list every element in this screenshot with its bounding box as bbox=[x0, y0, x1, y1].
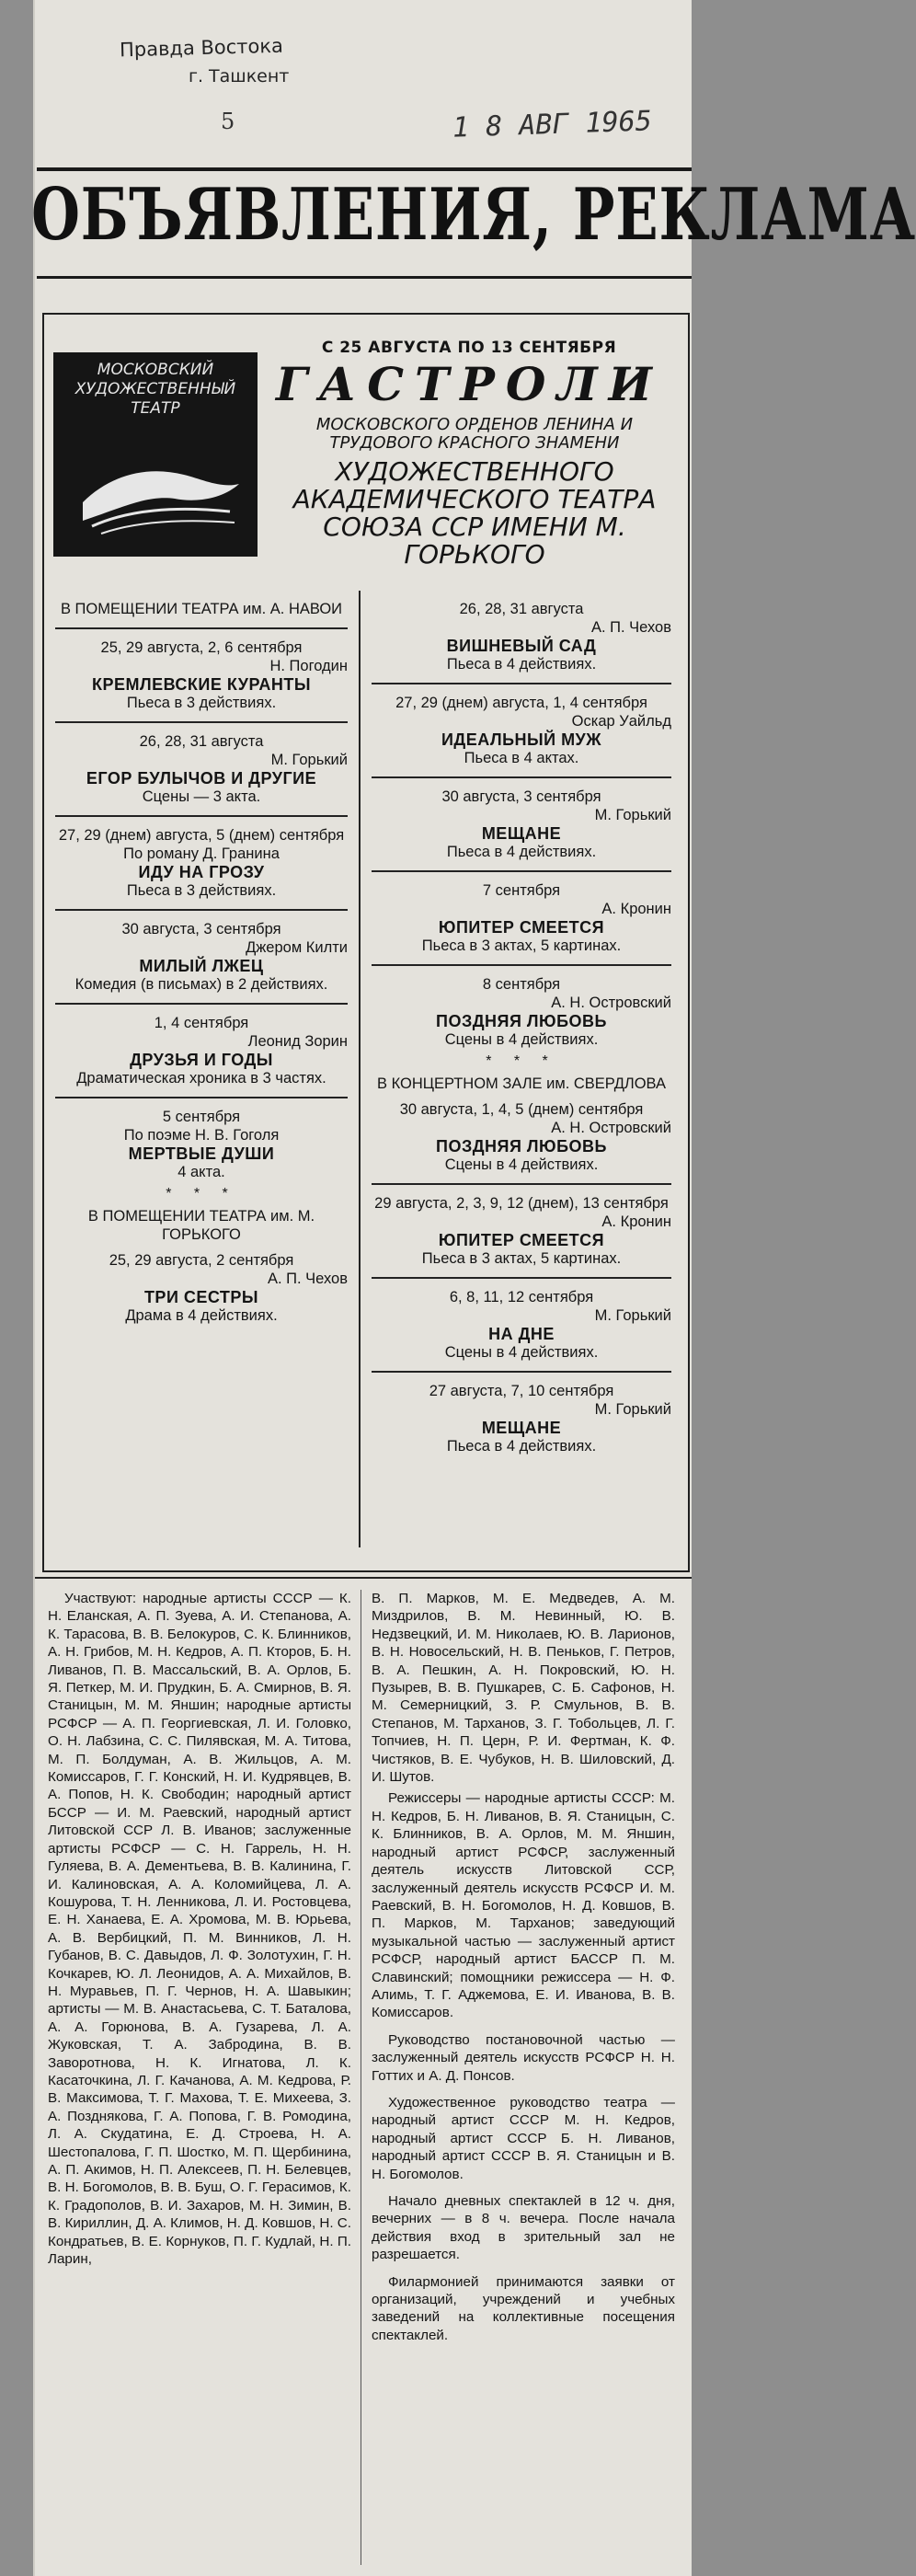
performance-title: НА ДНЕ bbox=[488, 1325, 555, 1343]
performance-dates: 7 сентября bbox=[482, 882, 561, 899]
performance-dates: 25, 29 августа, 2 сентября bbox=[109, 1252, 294, 1269]
divider bbox=[35, 1577, 692, 1579]
venue-heading: В ПОМЕЩЕНИИ ТЕАТРА им. А. НАВОИ bbox=[60, 601, 343, 617]
performance-desc: Пьеса в 4 актах. bbox=[464, 750, 579, 766]
performance-author: М. Горький bbox=[594, 1401, 671, 1418]
performance-title: ВИШНЕВЫЙ САД bbox=[446, 637, 597, 655]
performance-author: Оскар Уайльд bbox=[571, 713, 671, 730]
performance-title: ПОЗДНЯЯ ЛЮБОВЬ bbox=[436, 1137, 607, 1156]
directors-paragraph: Режиссеры — народные артисты СССР: М. Н. Кедров, Б. Н. Ливанов, В. Я. Станицын, С. К. Блинников, В. А. Орлов, М. М. Яншин, народный артист РСФСР, заслуженный деятель искусств Литовской ССР, заслуженный деятель искусств РСФСР И. М. Раевский, В. Н. Богомолов, Н. Д. Ковшов, В. П. Марков, М. Тарханов; заведующий музыкальной частью — заслуженный артист РСФСР, народный артист БАССР П. М. Славинский; помощники режиссера — Н. Ф. Алимь, Т. Г. Аджемова, Е. И. Иванова, В. В. Комиссаров. bbox=[372, 1790, 675, 2021]
divider bbox=[37, 276, 692, 279]
tour-title: ГАСТРОЛИ bbox=[276, 357, 663, 411]
performance-author: По поэме Н. В. Гоголя bbox=[123, 1127, 280, 1144]
performance-desc: Пьеса в 4 действиях. bbox=[446, 656, 597, 673]
performance-title: КРЕМЛЕВСКИЕ КУРАНТЫ bbox=[91, 675, 312, 694]
performance-desc: Драматическая хроника в 3 частях. bbox=[76, 1070, 326, 1087]
performance-title: ИДУ НА ГРОЗУ bbox=[138, 863, 265, 881]
performance-desc: Пьеса в 3 актах, 5 картинах. bbox=[421, 937, 622, 954]
seagull-icon bbox=[74, 438, 248, 539]
date-stamp: 1 8 АВГ 1965 bbox=[452, 105, 653, 144]
schedule-paragraph: Начало дневных спектаклей в 12 ч. дня, вечерних — в 8 ч. вечера. После начала действия вход в зрительный зал не разрешается. bbox=[372, 2193, 675, 2263]
handwritten-mark: 5 bbox=[221, 109, 235, 134]
performance-title: ПОЗДНЯЯ ЛЮБОВЬ bbox=[436, 1012, 607, 1030]
performance-author: А. Н. Островский bbox=[551, 1120, 671, 1136]
performance-dates: 26, 28, 31 августа bbox=[139, 733, 264, 750]
performance-desc: Пьеса в 3 актах, 5 картинах. bbox=[421, 1250, 622, 1267]
newspaper-name-stamp: Правда Востока bbox=[119, 34, 284, 62]
performance-title: МИЛЫЙ ЛЖЕЦ bbox=[139, 957, 264, 975]
performance-desc: Сцены в 4 действиях. bbox=[444, 1156, 599, 1173]
performance-author: А. Кронин bbox=[601, 1213, 671, 1230]
separator-stars: * * * bbox=[166, 1186, 237, 1202]
performance-title: ЕГОР БУЛЫЧОВ И ДРУГИЕ bbox=[86, 769, 317, 788]
performance-dates: 26, 28, 31 августа bbox=[459, 601, 584, 617]
section-headline: ОБЪЯВЛЕНИЯ, РЕКЛАМА bbox=[31, 173, 916, 257]
performance-author: Н. Погодин bbox=[269, 658, 348, 674]
performance-desc: Пьеса в 3 действиях. bbox=[126, 882, 277, 899]
performance-dates: 30 августа, 3 сентября bbox=[121, 921, 281, 937]
performance-author: Леонид Зорин bbox=[247, 1033, 348, 1050]
performance-title: МЕРТВЫЕ ДУШИ bbox=[128, 1144, 275, 1163]
performance-author: М. Горький bbox=[594, 1307, 671, 1324]
performance-title: ЮПИТЕР СМЕЕТСЯ bbox=[438, 1231, 605, 1249]
performance-author: А. П. Чехов bbox=[590, 619, 671, 636]
right-program-column bbox=[372, 600, 671, 1455]
art-direction-paragraph: Художественное руководство театра — народный артист СССР М. Н. Кедров, народный артист СССР Б. Н. Ливанов, народный артист СССР В. Я. Станицын и В. Н. Богомолов. bbox=[372, 2094, 675, 2182]
staging-paragraph: Руководство постановочной частью — заслуженный деятель искусств РСФСР Н. Н. Готтих и А. Д. Понсов. bbox=[372, 2031, 675, 2084]
cast-paragraph: В. П. Марков, М. Е. Медведев, А. М. Миздрилов, В. М. Невинный, Ю. В. Недзвецкий, И. М. Николаев, Ю. В. Ларионов, В. Н. Новосельский, Н. В. Пеньков, Г. Петров, В. А. Пешкин, А. Н. Покровский, Ю. Н. Пузырев, В. В. Пушкарев, С. Б. Сафонов, Н. М. Семерницкий, З. Р. Смульнов, В. В. Степанов, М. Тарханов, З. Г. Тобольцев, Л. Г. Топчиев, Н. П. Церн, Р. И. Фертман, К. Ф. Чистяков, В. Е. Чубуков, Н. В. Шиловский, Д. И. Шутов. bbox=[372, 1591, 675, 1786]
performance-desc: Пьеса в 4 действиях. bbox=[446, 1438, 597, 1455]
performance-author: М. Горький bbox=[270, 752, 348, 768]
performance-desc: Сцены в 4 действиях. bbox=[444, 1344, 599, 1361]
cast-list-continued bbox=[372, 1590, 675, 2344]
performance-dates: 30 августа, 1, 4, 5 (днем) сентября bbox=[399, 1101, 644, 1118]
performance-dates: 8 сентября bbox=[482, 976, 561, 993]
performance-desc: Пьеса в 4 действиях. bbox=[446, 844, 597, 860]
performance-dates: 25, 29 августа, 2, 6 сентября bbox=[100, 639, 303, 656]
performance-dates: 29 августа, 2, 3, 9, 12 (днем), 13 сентября bbox=[374, 1195, 669, 1212]
divider bbox=[37, 167, 692, 171]
performance-author: А. П. Чехов bbox=[267, 1271, 348, 1287]
performance-title: ЮПИТЕР СМЕЕТСЯ bbox=[438, 918, 605, 937]
booking-paragraph: Филармонией принимаются заявки от организаций, учреждений и учебных заведений на коллективные посещения спектаклей. bbox=[372, 2273, 675, 2343]
performance-dates: 6, 8, 11, 12 сентября bbox=[449, 1289, 594, 1305]
performance-title: ИДЕАЛЬНЫЙ МУЖ bbox=[441, 730, 602, 749]
city-stamp: г. Ташкент bbox=[189, 66, 290, 86]
venue-heading: В ПОМЕЩЕНИИ ТЕАТРА им. М. ГОРЬКОГО bbox=[87, 1208, 315, 1243]
performance-dates: 1, 4 сентября bbox=[154, 1015, 249, 1031]
performance-author: Джером Килти bbox=[246, 939, 348, 956]
performance-dates: 27 августа, 7, 10 сентября bbox=[429, 1383, 614, 1399]
performance-desc: Пьеса в 3 действиях. bbox=[126, 695, 277, 711]
performance-author: А. Н. Островский bbox=[551, 995, 671, 1011]
performance-desc: Драма в 4 действиях. bbox=[125, 1307, 278, 1324]
separator-stars: * * * bbox=[486, 1053, 557, 1069]
performance-desc: Комедия (в письмах) в 2 действиях. bbox=[74, 976, 328, 993]
order-line: МОСКОВСКОГО ОРДЕНОВ ЛЕНИНА И ТРУДОВОГО КРАСНОГО ЗНАМЕНИ bbox=[315, 415, 634, 453]
performance-dates: 5 сентября bbox=[162, 1109, 241, 1125]
theatre-name: ХУДОЖЕСТВЕННОГО АКАДЕМИЧЕСКОГО ТЕАТРА СОЮЗА ССР ИМЕНИ М. ГОРЬКОГО bbox=[292, 456, 657, 569]
venue-heading: В КОНЦЕРТНОМ ЗАЛЕ им. СВЕРДЛОВА bbox=[376, 1075, 666, 1092]
performance-desc: 4 акта. bbox=[177, 1164, 225, 1180]
column-divider bbox=[359, 591, 361, 1547]
performance-dates: 27, 29 (днем) августа, 1, 4 сентября bbox=[395, 695, 647, 711]
tour-dates: С 25 АВГУСТА ПО 13 СЕНТЯБРЯ bbox=[321, 339, 617, 357]
cast-list: Участвуют: народные артисты СССР — К. Н. Еланская, А. П. Зуева, А. И. Степанова, А. К. Тарасова, В. В. Белокуров, С. К. Блинников, А. Н. Грибов, М. Н. Кедров, А. П. Кторов, Б. Н. Ливанов, П. В. Массальский, В. А. Орлов, Б. Я. Петкер, М. И. Прудкин, Б. А. Смирнов, В. Я. Станицын, М. М. Яншин; народные артисты РСФСР — А. П. Георгиевская, Л. И. Головко, О. Н. Лабзина, С. С. Пилявская, М. А. Титова, М. П. Болдуман, А. В. Жильцов, А. М. Комиссаров, Г. Г. Конский, Н. И. Кудрявцев, В. А. Попов, Н. К. Свободин; народный артист БССР — И. М. Раевский, народный артист Литовской ССР Л. В. Иванов; заслуженные артисты РСФСР — С. Н. Гаррель, Н. Н. Гуляева, В. А. Дементьева, В. В. Калинина, Г. И. Калиновская, А. А. Коломийцева, Л. А. Кошурова, Т. Н. Ленникова, Л. И. Ростовцева, Е. Н. Ханаева, Е. А. Хромова, М. В. Юрьева, А. В. Вербицкий, П. М. Винников, Л. Н. Губанов, В. С. Давыдов, Л. Ф. Золотухин, Г. Н. Кочкарев, Ю. Л. Леонидов, А. А. Михайлов, В. Н. Муравьев, П. Г. Чернов, Н. А. Шавыкин; артисты — М. В. Анастасьева, С. Т. Баталова, А. А. Горюнова, В. А. Гузарева, Л. А. Жуковская, Т. А. Забродина, В. В. Заворотнова, Н. К. Игнатова, Л. К. Касаточкина, Л. Г. Качанова, А. М. Кедрова, Р. В. Максимова, Т. Г. Махова, Т. Е. Михеева, З. А. Позднякова, Г. А. Попова, Г. В. Ромодина, Л. А. Скудатина, Е. Д. Строева, Н. А. Шестопалова, Г. П. Шостко, М. П. Щербинина, А. П. Акимов, Н. П. Алексеев, П. Н. Белевцев, В. Н. Богомолов, В. В. Буш, О. Г. Герасимов, К. К. Градополов, В. И. Захаров, М. Н. Зимин, В. В. Кириллин, Д. А. Климов, Н. Д. Ковшов, Н. С. Кондратьев, В. Е. Корнуков, П. Г. Кудлай, Н. П. Ларин, bbox=[48, 1591, 351, 2268]
performance-author: А. Кронин bbox=[601, 901, 671, 917]
performance-title: ДРУЗЬЯ И ГОДЫ bbox=[130, 1051, 273, 1069]
performance-author: По роману Д. Гранина bbox=[123, 845, 280, 862]
performance-dates: 30 августа, 3 сентября bbox=[441, 788, 601, 805]
performance-title: МЕЩАНЕ bbox=[481, 824, 562, 843]
performance-desc: Сцены — 3 акта. bbox=[142, 788, 261, 805]
left-program-column bbox=[55, 600, 348, 1325]
logo-text: МОСКОВСКИЙ ХУДОЖЕСТВЕННЫЙ ТЕАТР bbox=[74, 361, 236, 418]
performance-desc: Сцены в 4 действиях. bbox=[444, 1031, 599, 1048]
performance-title: МЕЩАНЕ bbox=[481, 1419, 562, 1437]
performance-dates: 27, 29 (днем) августа, 5 (днем) сентября bbox=[58, 827, 345, 844]
performance-title: ТРИ СЕСТРЫ bbox=[143, 1288, 259, 1306]
performance-author: М. Горький bbox=[594, 807, 671, 823]
